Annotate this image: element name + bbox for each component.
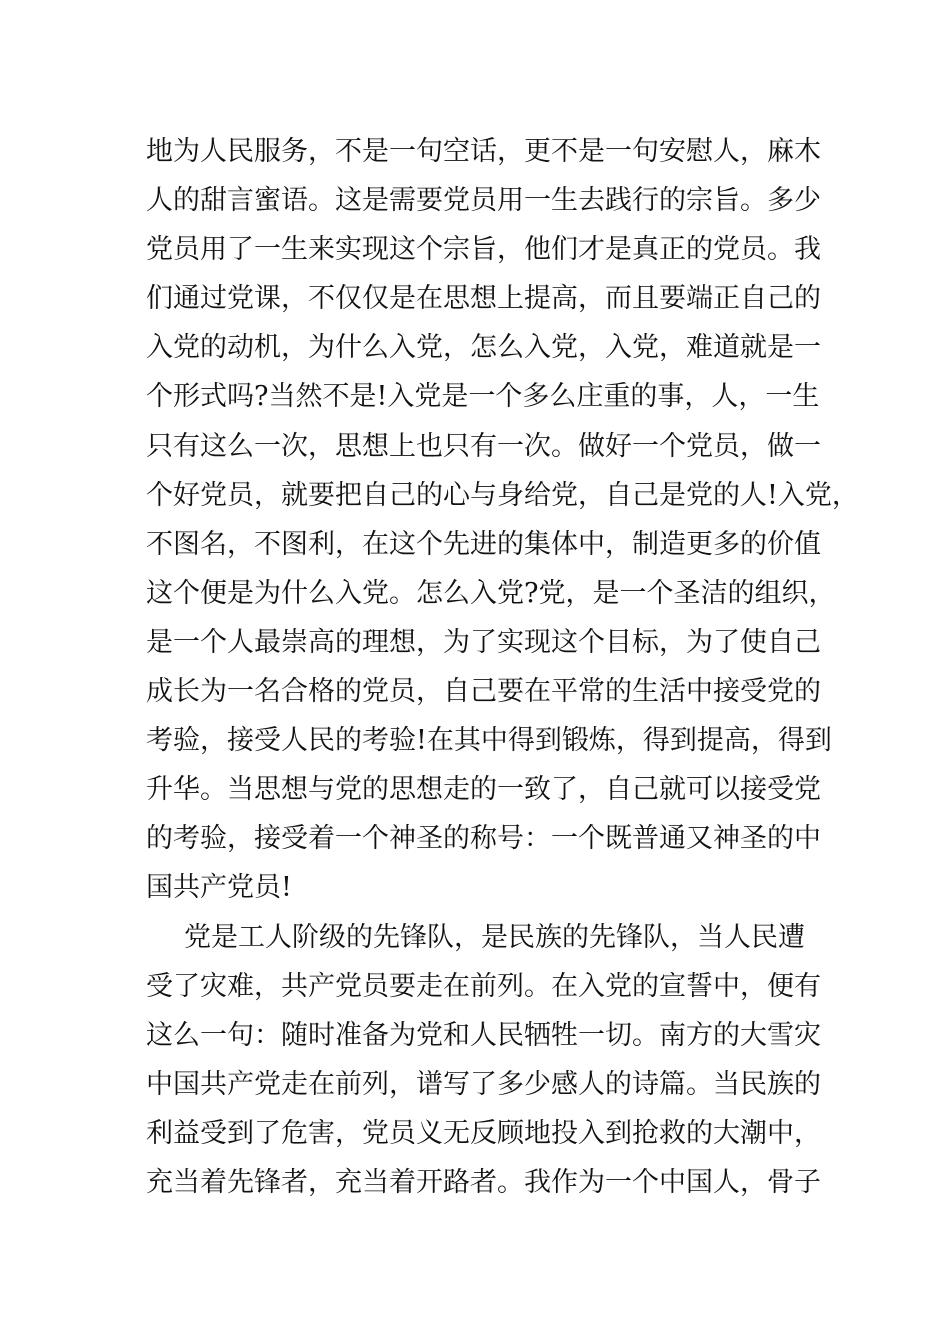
text-line: 是一个人最崇高的理想，为了实现这个目标，为了使自己 <box>146 626 821 658</box>
text-line: 升华。当思想与党的思想走的一致了，自己就可以接受党 <box>146 774 821 806</box>
text-line: 个形式吗?当然不是!入党是一个多么庄重的事，人，一生 <box>146 381 820 413</box>
text-line: 们通过党课，不仅仅是在思想上提高，而且要端正自己的 <box>146 283 821 315</box>
text-line: 入党的动机，为什么入党，怎么入党，入党，难道就是一 <box>146 332 821 364</box>
text-line: 党是工人阶级的先锋队，是民族的先锋队，当人民遭 <box>184 921 805 953</box>
text-line: 地为人民服务，不是一句空话，更不是一句安慰人，麻木 <box>146 136 821 167</box>
text-line: 利益受到了危害，党员义无反顾地投入到抢救的大潮中， <box>146 1117 821 1149</box>
text-line: 人的甜言蜜语。这是需要党员用一生去践行的宗旨。多少 <box>146 185 821 217</box>
text-line: 的考验，接受着一个神圣的称号：一个既普通又神圣的中 <box>146 823 821 855</box>
text-line: 国共产党员! <box>146 872 292 904</box>
text-line: 这个便是为什么入党。怎么入党?党，是一个圣洁的组织， <box>146 577 836 609</box>
text-line: 中国共产党走在前列，谱写了多少感人的诗篇。当民族的 <box>146 1068 821 1100</box>
text-line: 只有这么一次，思想上也只有一次。做好一个党员，做一 <box>146 430 821 462</box>
text-line: 个好党员，就要把自己的心与身给党，自己是党的人!入党， <box>146 479 859 511</box>
text-line: 不图名，不图利，在这个先进的集体中，制造更多的价值 <box>146 528 821 560</box>
text-line: 党员用了一生来实现这个宗旨，他们才是真正的党员。我 <box>146 234 821 266</box>
text-line: 受了灾难，共产党员要走在前列。在入党的宣誓中，便有 <box>146 970 821 1002</box>
text-line: 考验，接受人民的考验!在其中得到锻炼，得到提高，得到 <box>146 725 832 757</box>
body-text <box>146 127 859 1207</box>
text-line: 充当着先锋者，充当着开路者。我作为一个中国人，骨子 <box>146 1166 821 1198</box>
text-line: 成长为一名合格的党员，自己要在平常的生活中接受党的 <box>146 676 821 708</box>
text-line: 这么一句：随时准备为党和人民牺牲一切。南方的大雪灾 <box>146 1019 821 1051</box>
paragraph-1 <box>146 127 859 913</box>
paragraph-2 <box>146 913 836 1208</box>
